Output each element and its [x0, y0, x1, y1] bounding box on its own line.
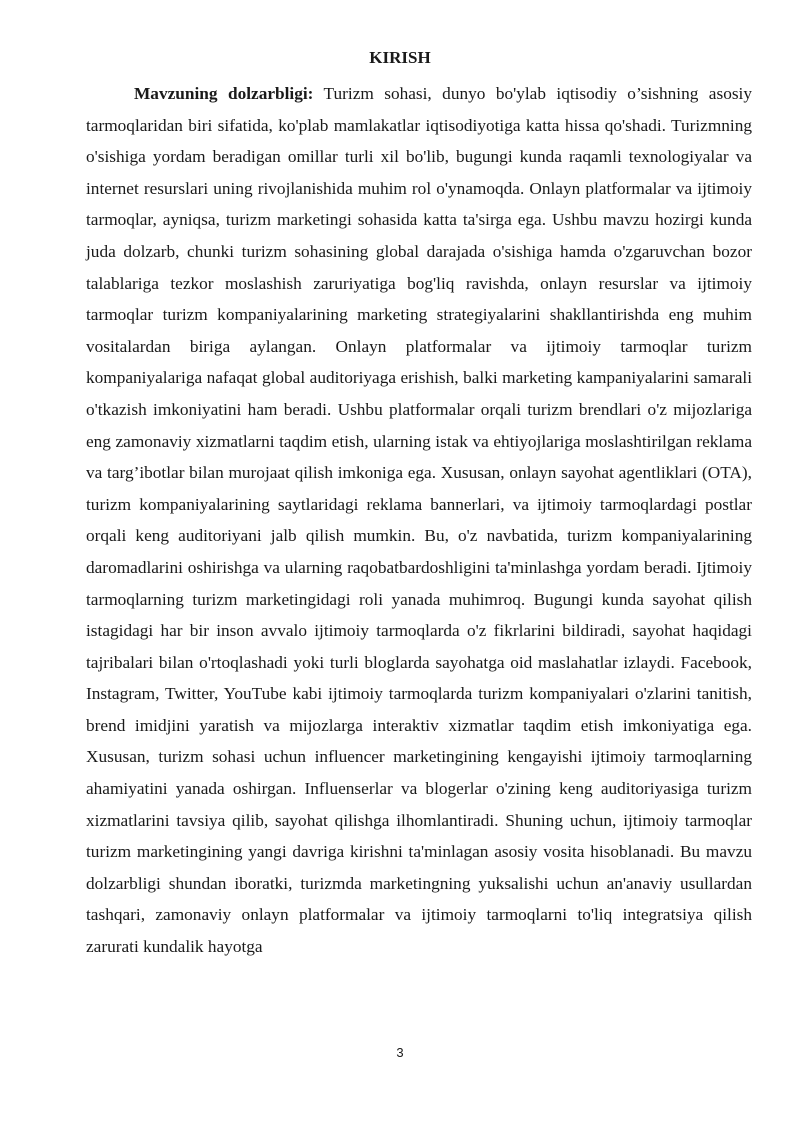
section-heading: KIRISH — [369, 48, 431, 67]
body-paragraph — [86, 78, 752, 963]
paragraph-text: Turizm sohasi, dunyo bo'ylab iqtisodiy o’sishning asosiy tarmoqlaridan biri sifatida, ko'plab mamlakatlar iqtisodiyotiga katta hissa qo'shadi. Turizmning o'sishiga yordam beradigan omillar turli xil bo'lib, bugungi kunda raqamli texnologiyalar va internet resurslari uning rivojlanishida muhim rol o'ynamoqda. Onlayn platformalar va ijtimoiy tarmoqlar, ayniqsa, turizm marketingi sohasida katta ta'sirga ega. Ushbu mavzu hozirgi kunda juda dolzarb, chunki turizm sohasining global darajada o'sishiga hamda o'zgaruvchan bozor talablariga tezkor moslashish zaruriyatiga bog'liq ravishda, onlayn resurslar va ijtimoiy tarmoqlar turizm kompaniyalarining marketing strategiyalarini shakllantirishda eng muhim vositalardan biriga aylangan. Onlayn platformalar va ijtimoiy tarmoqlar turizm kompaniyalariga nafaqat global auditoriyaga erishish, balki marketing kampaniyalarini samarali o'tkazish imkoniyatini ham beradi. Ushbu platformalar orqali turizm brendlari o'z mijozlariga eng zamonaviy xizmatlarni taqdim etish, ularning istak va ehtiyojlariga moslashtirilgan reklama va targ’ibotlar bilan murojaat qilish imkoniga ega. Xususan, onlayn sayohat agentliklari (OTA), turizm kompaniyalarining saytlaridagi reklama bannerlari, va ijtimoiy tarmoqlardagi postlar orqali keng auditoriyani jalb qilish mumkin. Bu, o'z navbatida, turizm kompaniyalarining daromadlarini oshirishga va ularning raqobatbardoshligini ta'minlashga yordam beradi. Ijtimoiy tarmoqlarning turizm marketingidagi roli yanada muhimroq. Bugungi kunda sayohat qilish istagidagi har bir inson avvalo ijtimoiy tarmoqlarda o'z fikrlarini bildiradi, sayohat haqidagi tajribalari bilan o'rtoqlashadi yoki turli bloglarda sayohatga oid maslahatlar izlaydi. Facebook, Instagram, Twitter, YouTube kabi ijtimoiy tarmoqlarda turizm kompaniyalari o'zlarini tanitish, brend imidjini yaratish va mijozlarga interaktiv xizmatlar taqdim etish imkoniyatiga ega. Xususan, turizm sohasi uchun influencer marketingining kengayishi ijtimoiy tarmoqlarning ahamiyatini yanada oshirgan. Influenserlar va blogerlar o'zining keng auditoriyasiga turizm xizmatlarini tavsiya qilib, sayohat qilishga ilhomlantiradi. Shuning uchun, ijtimoiy tarmoqlar turizm marketingining yangi davriga kirishni ta'minlagan asosiy vosita hisoblanadi. Bu mavzu dolzarbligi shundan iboratki, turizmda marketingning yuksalishi uchun an'anaviy usullardan tashqari, zamonaviy onlayn platformalar va ijtimoiy tarmoqlarni to'liq integratsiya qilish zarurati kundalik hayotga — [86, 84, 752, 957]
page-number: 3 — [396, 1045, 404, 1060]
paragraph-lead: Mavzuning dolzarbligi: — [134, 84, 314, 103]
